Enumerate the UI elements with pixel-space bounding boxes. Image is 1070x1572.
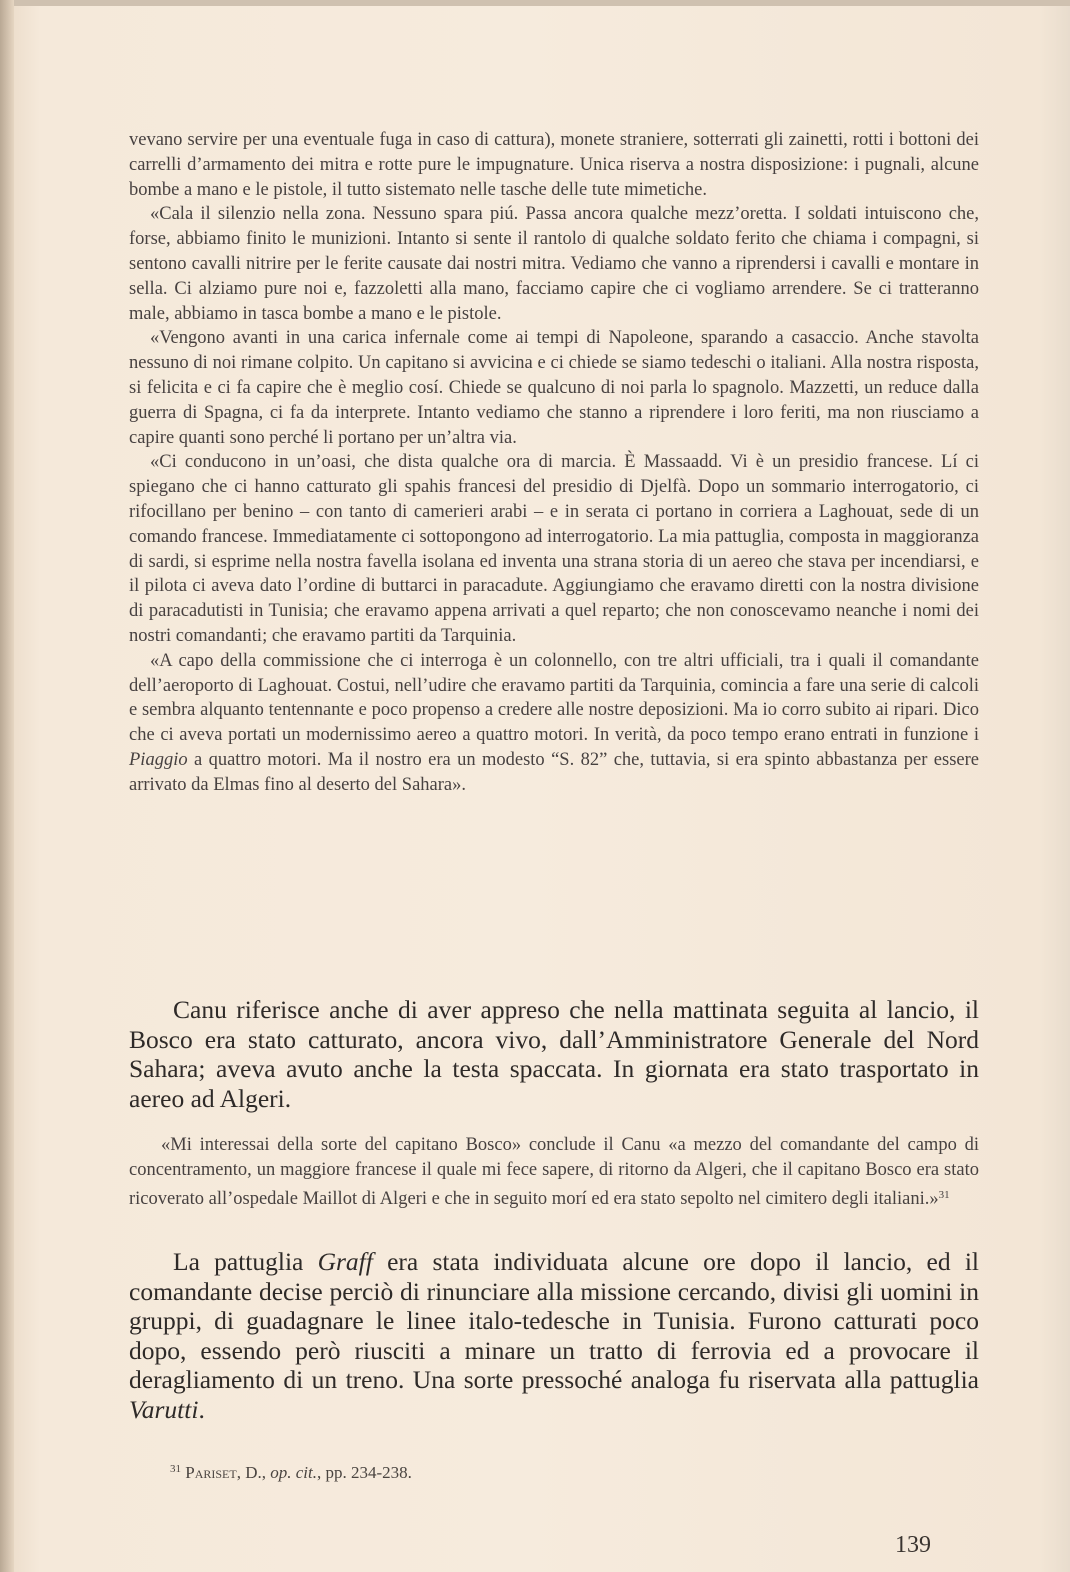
quoted-testimony bbox=[129, 128, 979, 798]
varutti-italic: Varutti bbox=[129, 1394, 199, 1424]
piaggio-italic: Piaggio bbox=[129, 749, 188, 770]
quote-paragraph-1: vevano servire per una eventuale fuga in caso di cattura), monete straniere, sotterrati gli zainetti, rotti i bottoni dei carrelli d’armamento dei mitra e rotte pure le impugnature. Unica riserva a nostra disposizione: i pugnali, alcune bombe a mano e le pistole, il tutto sistemato nelle tasche delle tute mimetiche. bbox=[129, 130, 979, 200]
footnote-reference: 31 bbox=[938, 1188, 950, 1201]
footnote-op-cit: op. cit. bbox=[270, 1463, 317, 1482]
quote-paragraph-4: «Ci conducono in un’oasi, che dista qualche ora di marcia. È Massaadd. Vi è un presidio francese. Lí ci spiegano che ci hanno catturato gli spahis francesi del presidio di Djelfà. Dopo un sommario interrogatorio, ci rifocillano per benino – con tanto di camerieri arabi – e in serata ci portano in corriera a Laghouat, sede di un comando francese. Immediatamente ci sottopongono ad interrogatorio. La mia pattuglia, composta in maggioranza di sardi, si esprime nella nostra favella isolana ed inventa una strana storia di un aereo che stava per incendiarsi, e il pilota ci aveva dato l’ordine di buttarci in paracadute. Aggiungiamo che eravamo diretti con la nostra divisione di paracadutisti in Tunisia; che eravamo appena arrivati a quel reparto; che non conoscevamo neanche i nomi dei nostri comandanti; che eravamo partiti da Tarquinia. bbox=[129, 452, 979, 646]
graff-italic: Graff bbox=[317, 1247, 373, 1276]
quote-2-text: «Mi interessai della sorte del capitano Bosco» conclude il Canu «a mezzo del comandante del campo di concentramento, un maggiore francese il quale mi fece sapere, di ritorno da Algeri, che il capitano Bosco era stato ricoverato all’ospedale Maillot di Algeri e che in seguito morí ed era stato sepolto nel cimitero degli italiani.» bbox=[129, 1135, 979, 1209]
main-paragraph-1: Canu riferisce anche di aver appreso che nella mattinata seguita al lancio, il Bosco era stato catturato, ancora vivo, dall’Amministratore Generale del Nord Sahara; aveva avuto anche la testa spaccata. In giornata era stato trasportato in aereo ad Algeri. bbox=[129, 995, 979, 1113]
footnote-rest-2: , pp. 234-238. bbox=[317, 1463, 412, 1482]
quote-2 bbox=[129, 1133, 979, 1211]
quote-paragraph-2: «Cala il silenzio nella zona. Nessuno spara piú. Passa ancora qualche mezz’oretta. I soldati intuiscono che, forse, abbiamo finito le munizioni. Intanto si sente il rantolo di qualche soldato ferito che chiama i compagni, si sentono cavalli nitrire per le ferite causate dai nostri mitra. Vediamo che vanno a riprendersi i cavalli e montare in sella. Ci alziamo pure noi e, fazzoletti alla mano, facciamo capire che ci vogliamo arrendere. Se ci tratteranno male, abbiamo in tasca bombe a mano e le pistole. bbox=[129, 204, 979, 324]
quote-paragraph-3: «Vengono avanti in una carica infernale come ai tempi di Napoleone, sparando a casaccio. Anche stavolta nessuno di noi rimane colpito. Un capitano si avvicina e ci chiede se siamo tedeschi o italiani. Alla nostra risposta, si felicita e ci fa capire che è meglio cosí. Chiede se qualcuno di noi parla lo spagnolo. Mazzetti, un reduce dalla guerra di Spagna, ci fa da interprete. Intanto vediamo che stanno a riprendere i loro feriti, ma non riusciamo a capire quanti sono perché li portano per un’altra via. bbox=[129, 328, 979, 448]
page-number: 139 bbox=[895, 1532, 931, 1558]
main-paragraph-2-part1: La pattuglia bbox=[173, 1247, 318, 1276]
main-paragraph-2 bbox=[129, 1247, 979, 1424]
footnote-author: Pariset bbox=[185, 1463, 237, 1482]
footnote-rest-1: , D., bbox=[236, 1463, 271, 1482]
footnote bbox=[170, 1463, 412, 1483]
page-top-edge bbox=[0, 0, 1070, 6]
quote-paragraph-5 bbox=[129, 649, 979, 798]
main-paragraph-2-part2: era stata individuata alcune ore dopo il lancio, ed il comandante decise perciò di rinunciare alla missione cercando, divisi gli uomini in gruppi, di guadagnare le linee italo-tedesche in Tunisia. Furono catturati poco dopo, essendo però riusciti a minare un tratto di ferrovia ed a provocare il deragliamento di un treno. Una sorte pressoché analoga fu riservata alla pattuglia bbox=[129, 1247, 979, 1394]
quote-paragraph-5-text-a: «A capo della commissione che ci interroga è un colonnello, con tre altri ufficiali, tra i quali il comandante dell’aeroporto di Laghouat. Costui, nell’udire che eravamo partiti da Tarquinia, comincia a fare una serie di calcoli e sembra alquanto tentennante e poco propenso a credere alle nostre deposizioni. Ma io corro subito ai ripari. Dico che ci aveva portati un modernissimo aereo a quattro motori. In verità, da poco tempo erano entrati in funzione i bbox=[129, 650, 979, 746]
quote-paragraph-5-text-b: a quattro motori. Ma il nostro era un modesto “S. 82” che, tuttavia, si era spinto abbastanza per essere arrivato da Elmas fino al deserto del Sahara». bbox=[129, 749, 979, 795]
main-paragraph-2-part3: . bbox=[198, 1394, 205, 1424]
page-binding-edge bbox=[0, 0, 14, 1572]
footnote-number: 31 bbox=[170, 1463, 181, 1475]
